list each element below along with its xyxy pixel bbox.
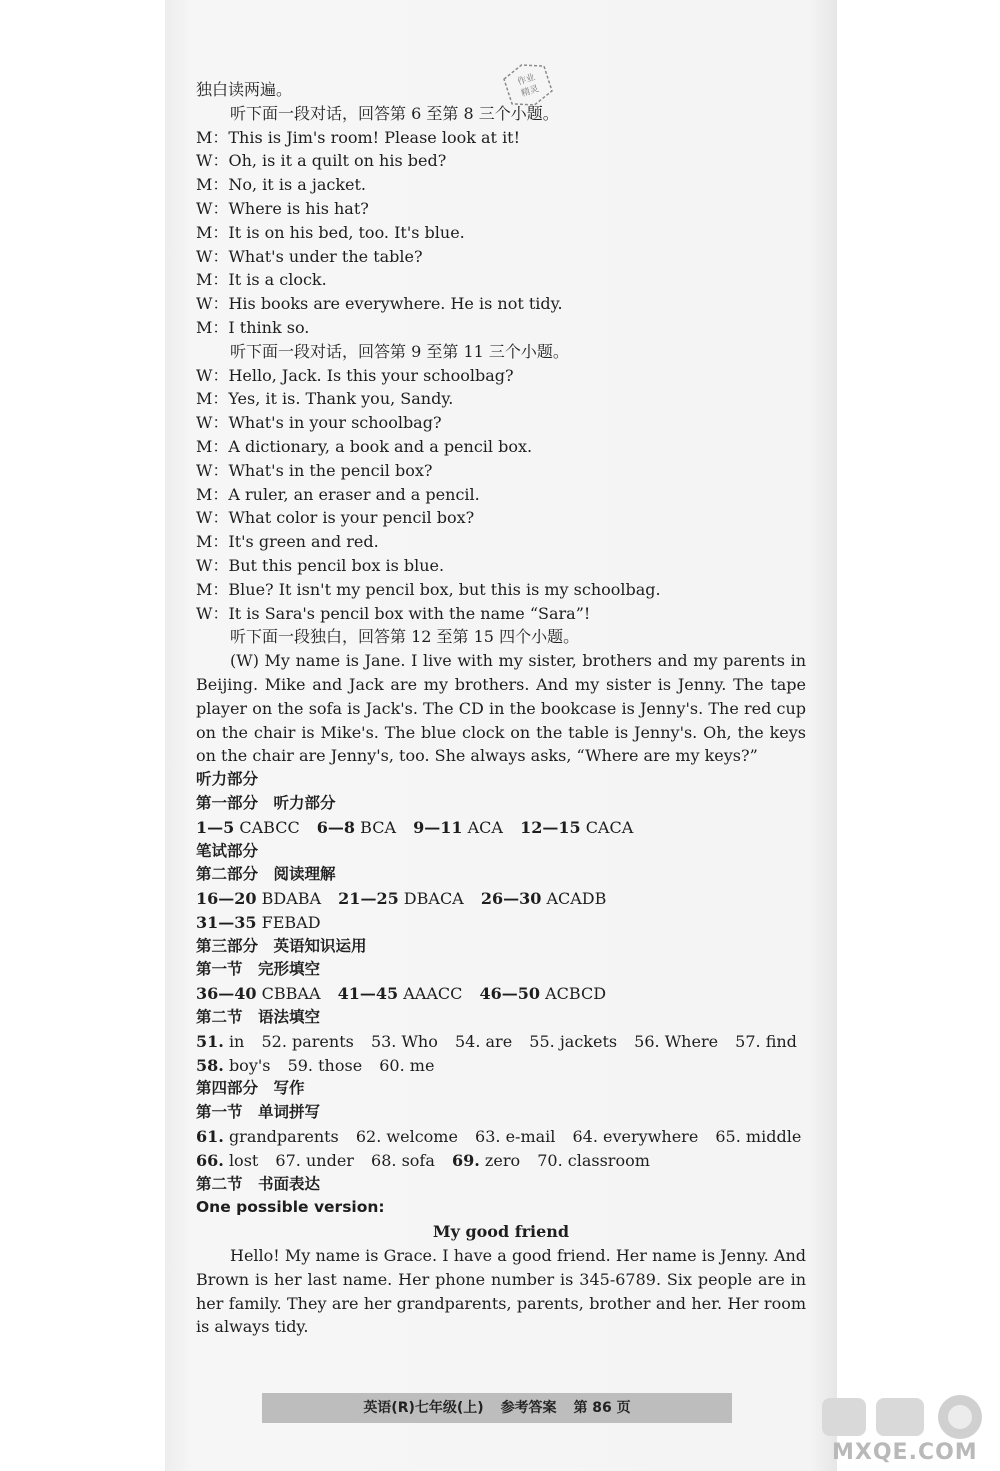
dialogue-line: W：What's in the pencil box? bbox=[196, 460, 433, 480]
answer-letters: FEBAD bbox=[261, 912, 321, 932]
dialogue-line: M：It is a clock. bbox=[196, 270, 327, 290]
section2-intro: 听下面一段对话，回答第 6 至第 8 三个小题。 bbox=[230, 103, 559, 123]
answer-range: 41—45 bbox=[337, 984, 399, 1004]
part2-answers-row1 bbox=[196, 887, 806, 911]
answer-number: 57. bbox=[735, 1031, 761, 1051]
answer-number: 51. bbox=[196, 1031, 224, 1051]
answer-word: classroom bbox=[567, 1150, 650, 1170]
answer-number: 61. bbox=[196, 1127, 224, 1147]
dialogue-line: W：But this pencil box is blue. bbox=[196, 555, 445, 575]
section4-intro: 听下面一段独白，回答第 12 至第 15 四个小题。 bbox=[230, 627, 580, 647]
answer-word: e-mail bbox=[505, 1127, 556, 1147]
answer-letters: BCA bbox=[360, 817, 397, 837]
dialogue-line: M：It's green and red. bbox=[196, 532, 379, 552]
dialogue-line: W：What color is your pencil box? bbox=[196, 508, 475, 528]
dialogue-2 bbox=[196, 364, 806, 626]
essay-body: Hello! My name is Grace. I have a good friend. Her name is Jenny. And Brown is her last name. Her phone number is 345-6789. Six people are in her family. They are her grandparents, parents, brother and her. Her room is always tidy. bbox=[196, 1246, 806, 1337]
dialogue-line: W：Oh, is it a quilt on his bed? bbox=[196, 151, 447, 171]
answer-number: 64. bbox=[572, 1127, 598, 1147]
answer-number: 55. bbox=[529, 1031, 555, 1051]
part2-answers-row2 bbox=[196, 911, 806, 935]
part3-heading: 第三部分 英语知识运用 bbox=[196, 936, 367, 955]
answer-word: parents bbox=[292, 1031, 354, 1051]
footer-subject: 英语(R)七年级(上) bbox=[363, 1400, 484, 1416]
answer-number: 68. bbox=[371, 1150, 397, 1170]
answer-number: 52. bbox=[261, 1031, 287, 1051]
answer-range: 46—50 bbox=[479, 984, 540, 1004]
part1-answers bbox=[196, 816, 806, 840]
answer-range: 6—8 bbox=[316, 817, 356, 837]
dialogue-line: W：Hello, Jack. Is this your schoolbag? bbox=[196, 365, 514, 385]
answer-number: 67. bbox=[275, 1150, 301, 1170]
dialogue-line: W：What's in your schoolbag? bbox=[196, 413, 442, 433]
answer-letters: DBACA bbox=[403, 889, 464, 909]
stamp-line-2: 精灵 bbox=[520, 84, 541, 100]
watermark-text: MXQE.COM bbox=[832, 1440, 978, 1465]
spelling-answers-row2 bbox=[196, 1149, 806, 1173]
listening-heading: 听力部分 bbox=[196, 770, 259, 789]
answer-number: 54. bbox=[454, 1031, 481, 1051]
part4-heading: 第四部分 写作 bbox=[196, 1079, 305, 1098]
answer-range: 26—30 bbox=[480, 889, 542, 909]
answer-word: everywhere bbox=[603, 1127, 699, 1147]
dialogue-line: W：His books are everywhere. He is not tidy. bbox=[196, 294, 563, 314]
answer-range: 36—40 bbox=[196, 984, 257, 1004]
answer-word: under bbox=[305, 1150, 354, 1170]
dialogue-line: M：A dictionary, a book and a pencil box. bbox=[196, 436, 533, 456]
part2-heading: 第二部分 阅读理解 bbox=[196, 865, 336, 884]
answer-word: find bbox=[765, 1031, 797, 1051]
answer-letters: ACADB bbox=[546, 889, 607, 909]
dialogue-line: M：A ruler, an eraser and a pencil. bbox=[196, 484, 480, 504]
answer-number: 70. bbox=[537, 1150, 563, 1170]
dialogue-1 bbox=[196, 126, 806, 340]
watermark bbox=[812, 1388, 998, 1468]
answer-word: those bbox=[318, 1055, 363, 1075]
footer-page-number: 第 86 页 bbox=[573, 1400, 631, 1416]
dialogue-line: W：Where is his hat? bbox=[196, 198, 369, 218]
answer-range: 12—15 bbox=[520, 817, 581, 837]
answer-range: 21—25 bbox=[338, 889, 399, 909]
stamp-line-1: 作业 bbox=[516, 72, 537, 88]
dialogue-line: W：What's under the table? bbox=[196, 246, 423, 266]
answer-word: sofa bbox=[401, 1150, 435, 1170]
cloze-heading: 第一节 完形填空 bbox=[196, 960, 321, 979]
watermark-logo-icon bbox=[820, 1392, 990, 1440]
answer-letters: CABCC bbox=[239, 817, 300, 837]
dialogue-line: M：Blue? It isn't my pencil box, but this is my schoolbag. bbox=[196, 579, 661, 599]
answer-number: 69. bbox=[451, 1150, 480, 1170]
answer-word: jackets bbox=[559, 1031, 618, 1051]
answer-range: 16—20 bbox=[196, 889, 257, 909]
answer-content bbox=[196, 78, 806, 1339]
answer-word: middle bbox=[745, 1127, 802, 1147]
answer-word: Where bbox=[664, 1031, 719, 1051]
version-label: One possible version: bbox=[196, 1198, 385, 1217]
answer-range: 9—11 bbox=[413, 817, 463, 837]
footer-label: 参考答案 bbox=[500, 1400, 557, 1416]
answer-word: grandparents bbox=[228, 1127, 339, 1147]
answer-number: 62. bbox=[355, 1127, 382, 1147]
section3-intro: 听下面一段对话，回答第 9 至第 11 三个小题。 bbox=[230, 341, 569, 361]
answer-letters: BDABA bbox=[261, 889, 322, 909]
answer-number: 53. bbox=[370, 1031, 397, 1051]
dialogue-line: M：This is Jim's room! Please look at it! bbox=[196, 127, 521, 147]
dialogue-line: W：It is Sara's pencil box with the name “Sara”! bbox=[196, 603, 591, 623]
answer-number: 58. bbox=[196, 1055, 224, 1075]
grammar-answers-row1 bbox=[196, 1030, 806, 1054]
script-intro-tail: 独白读两遍。 bbox=[196, 80, 293, 99]
answer-range: 31—35 bbox=[196, 912, 257, 932]
answer-letters: CACA bbox=[585, 817, 634, 837]
answer-range: 1—5 bbox=[196, 817, 235, 837]
answer-number: 65. bbox=[715, 1127, 741, 1147]
answer-letters: AAACC bbox=[403, 984, 463, 1004]
answer-letters: CBBAA bbox=[261, 984, 321, 1004]
writing-heading: 第二节 书面表达 bbox=[196, 1174, 321, 1193]
answer-word: in bbox=[228, 1031, 245, 1051]
grammar-answers-row2 bbox=[196, 1054, 806, 1078]
grammar-heading: 第二节 语法填空 bbox=[196, 1008, 321, 1027]
answer-word: Who bbox=[401, 1031, 438, 1051]
answer-word: are bbox=[485, 1031, 513, 1051]
answer-word: me bbox=[409, 1055, 435, 1075]
answer-word: zero bbox=[484, 1150, 521, 1170]
answer-number: 63. bbox=[475, 1127, 501, 1147]
answer-number: 66. bbox=[196, 1150, 224, 1170]
answer-number: 60. bbox=[379, 1055, 405, 1075]
monologue-paragraph: (W) My name is Jane. I live with my sister, brothers and my parents in Beijing. Mike and Jack are my brothers. And my sister is Jenny. The tape player on the sofa is Jack's. The CD in the bookcase is Jenny's. The red cup on the chair is Mike's. The blue clock on the table is Jenny's. Oh, the keys on the chair are Jenny's, too. She always asks, “Where are my keys?” bbox=[196, 651, 806, 766]
dialogue-line: M：I think so. bbox=[196, 317, 310, 337]
part1-heading: 第一部分 听力部分 bbox=[196, 793, 336, 812]
dialogue-line: M：It is on his bed, too. It's blue. bbox=[196, 222, 465, 242]
answer-number: 59. bbox=[287, 1055, 314, 1075]
spelling-answers-row1 bbox=[196, 1125, 806, 1149]
dialogue-line: M：No, it is a jacket. bbox=[196, 175, 367, 195]
written-heading: 笔试部分 bbox=[196, 841, 259, 860]
dialogue-line: M：Yes, it is. Thank you, Sandy. bbox=[196, 389, 454, 409]
spelling-heading: 第一节 单词拼写 bbox=[196, 1103, 321, 1122]
answer-number: 56. bbox=[634, 1031, 660, 1051]
answer-word: boy's bbox=[228, 1055, 271, 1075]
essay-title: My good friend bbox=[432, 1222, 570, 1242]
page-footer bbox=[262, 1393, 732, 1423]
answer-letters: ACBCD bbox=[545, 984, 607, 1004]
answer-word: welcome bbox=[386, 1127, 458, 1147]
cloze-answers bbox=[196, 982, 806, 1006]
answer-letters: ACA bbox=[467, 817, 503, 837]
answer-word: lost bbox=[228, 1150, 259, 1170]
